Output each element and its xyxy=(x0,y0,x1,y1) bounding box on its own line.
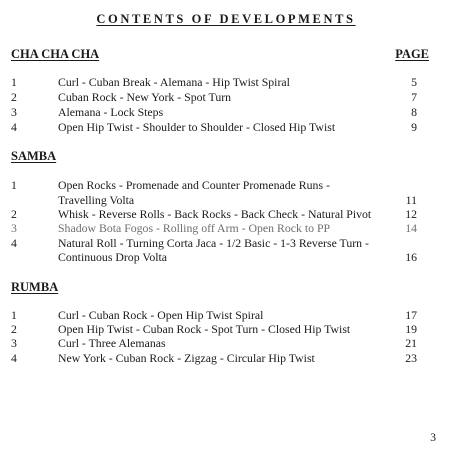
toc-entry xyxy=(0,120,452,134)
entry-text: Open Rocks - Promenade and Counter Promenade Runs - xyxy=(58,178,330,192)
entry-number: 2 xyxy=(11,322,17,336)
toc-entry xyxy=(0,105,452,119)
entry-text: Curl - Three Alemanas xyxy=(58,336,166,350)
section-title-samba: SAMBA xyxy=(11,149,57,163)
toc-entry xyxy=(0,178,452,192)
entry-page: 23 xyxy=(405,351,417,365)
entry-number: 3 xyxy=(11,105,17,119)
entry-text: Open Hip Twist - Shoulder to Shoulder - Closed Hip Twist xyxy=(58,120,336,134)
entry-page: 11 xyxy=(405,193,417,207)
entry-number: 3 xyxy=(11,221,17,235)
toc-entry xyxy=(0,207,452,221)
entry-page: 12 xyxy=(405,207,417,221)
toc-entry-continuation xyxy=(0,193,452,207)
entry-text: Continuous Drop Volta xyxy=(58,250,168,264)
entry-number: 2 xyxy=(11,207,17,221)
toc-entry xyxy=(0,75,452,89)
toc-entry xyxy=(0,322,452,336)
entry-number: 1 xyxy=(11,308,17,322)
entry-page: 14 xyxy=(405,221,417,235)
toc-entry xyxy=(0,236,452,250)
entry-text: Shadow Bota Fogos - Rolling off Arm - Open Rock to PP xyxy=(58,221,331,235)
entry-text: Cuban Rock - New York - Spot Turn xyxy=(58,90,232,104)
entry-number: 4 xyxy=(11,351,17,365)
entry-page: 19 xyxy=(405,322,417,336)
entry-page: 8 xyxy=(411,105,417,119)
page-column-header: PAGE xyxy=(395,47,429,61)
entry-text: Travelling Volta xyxy=(58,193,135,207)
section-title-cha-cha-cha: CHA CHA CHA xyxy=(11,47,100,61)
entry-text: Curl - Cuban Rock - Open Hip Twist Spiral xyxy=(58,308,264,322)
entry-page: 9 xyxy=(411,120,417,134)
entry-number: 2 xyxy=(11,90,17,104)
entry-text: New York - Cuban Rock - Zigzag - Circular Hip Twist xyxy=(58,351,315,365)
entry-number: 1 xyxy=(11,75,17,89)
entry-number: 4 xyxy=(11,236,17,250)
section-title-rumba: RUMBA xyxy=(11,280,59,294)
entry-page: 17 xyxy=(405,308,417,322)
toc-entry xyxy=(0,336,452,350)
entry-text: Whisk - Reverse Rolls - Back Rocks - Back Check - Natural Pivot xyxy=(58,207,372,221)
entry-text: Curl - Cuban Break - Alemana - Hip Twist Spiral xyxy=(58,75,290,89)
entry-page: 7 xyxy=(411,90,417,104)
page-title: CONTENTS OF DEVELOPMENTS xyxy=(96,12,356,26)
entry-number: 4 xyxy=(11,120,17,134)
entry-text: Alemana - Lock Steps xyxy=(58,105,164,119)
toc-entry xyxy=(0,308,452,322)
entry-page: 5 xyxy=(411,75,417,89)
entry-text: Natural Roll - Turning Corta Jaca - 1/2 Basic - 1-3 Reverse Turn - xyxy=(58,236,369,250)
entry-page: 21 xyxy=(405,336,417,350)
footer-page-number: 3 xyxy=(430,432,436,444)
toc-entry-continuation xyxy=(0,250,452,264)
entry-number: 1 xyxy=(11,178,17,192)
toc-entry xyxy=(0,221,452,235)
entry-number: 3 xyxy=(11,336,17,350)
entry-text: Open Hip Twist - Cuban Rock - Spot Turn - Closed Hip Twist xyxy=(58,322,351,336)
toc-entry xyxy=(0,351,452,365)
toc-entry xyxy=(0,90,452,104)
entry-page: 16 xyxy=(405,250,417,264)
